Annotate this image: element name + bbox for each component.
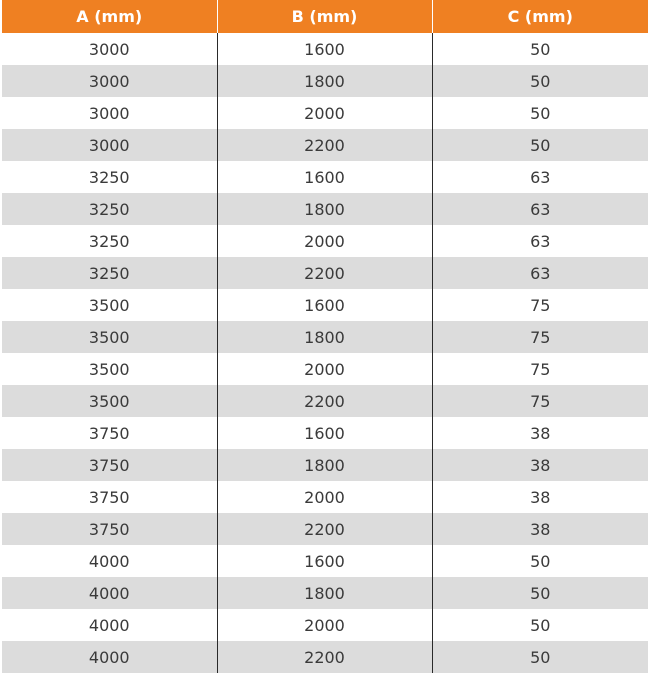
table-cell-b: 2000 <box>217 97 432 129</box>
table-cell-a: 3250 <box>2 161 217 193</box>
table-row <box>2 417 648 449</box>
table-cell-c: 63 <box>432 161 648 193</box>
table-cell-a: 4000 <box>2 641 217 673</box>
table-cell-b: 1600 <box>217 417 432 449</box>
table-cell-a: 4000 <box>2 545 217 577</box>
table-cell-a: 4000 <box>2 609 217 641</box>
table-cell-c: 50 <box>432 129 648 161</box>
table-row <box>2 225 648 257</box>
table-row <box>2 449 648 481</box>
table-cell-a: 3500 <box>2 385 217 417</box>
table-cell-c: 63 <box>432 193 648 225</box>
table-cell-b: 2000 <box>217 481 432 513</box>
table-row <box>2 33 648 65</box>
table-cell-a: 4000 <box>2 577 217 609</box>
table-cell-a: 3250 <box>2 193 217 225</box>
table-row <box>2 385 648 417</box>
table-cell-b: 2200 <box>217 641 432 673</box>
table-cell-c: 38 <box>432 513 648 545</box>
table-row <box>2 129 648 161</box>
table-cell-c: 50 <box>432 545 648 577</box>
table-cell-c: 63 <box>432 257 648 289</box>
table-cell-b: 2200 <box>217 129 432 161</box>
table-cell-c: 50 <box>432 641 648 673</box>
table-cell-b: 2200 <box>217 257 432 289</box>
table-cell-c: 50 <box>432 609 648 641</box>
header-cell-b: B (mm) <box>217 0 432 33</box>
table-cell-a: 3750 <box>2 481 217 513</box>
table-cell-c: 75 <box>432 289 648 321</box>
table-cell-b: 1600 <box>217 545 432 577</box>
table-cell-c: 50 <box>432 65 648 97</box>
dimensions-table-container <box>2 0 648 673</box>
table-cell-a: 3000 <box>2 129 217 161</box>
table-cell-b: 1800 <box>217 577 432 609</box>
table-body <box>2 33 648 673</box>
table-cell-c: 75 <box>432 353 648 385</box>
table-cell-b: 1800 <box>217 193 432 225</box>
table-cell-a: 3250 <box>2 257 217 289</box>
table-cell-b: 2000 <box>217 609 432 641</box>
header-cell-a: A (mm) <box>2 0 217 33</box>
table-header <box>2 0 648 33</box>
table-row <box>2 65 648 97</box>
table-cell-a: 3750 <box>2 449 217 481</box>
table-cell-c: 63 <box>432 225 648 257</box>
table-cell-b: 1800 <box>217 65 432 97</box>
table-row <box>2 257 648 289</box>
table-cell-c: 38 <box>432 449 648 481</box>
table-cell-b: 2000 <box>217 353 432 385</box>
table-cell-a: 3000 <box>2 65 217 97</box>
dimensions-table <box>2 0 648 673</box>
table-cell-b: 2000 <box>217 225 432 257</box>
table-cell-c: 75 <box>432 385 648 417</box>
table-cell-a: 3250 <box>2 225 217 257</box>
table-cell-b: 1800 <box>217 449 432 481</box>
header-cell-c: C (mm) <box>432 0 648 33</box>
table-row <box>2 545 648 577</box>
table-cell-b: 1600 <box>217 289 432 321</box>
table-cell-c: 50 <box>432 97 648 129</box>
table-cell-a: 3500 <box>2 289 217 321</box>
table-row <box>2 321 648 353</box>
table-cell-a: 3000 <box>2 33 217 65</box>
table-cell-b: 1800 <box>217 321 432 353</box>
table-cell-a: 3750 <box>2 513 217 545</box>
table-cell-c: 38 <box>432 481 648 513</box>
table-row <box>2 641 648 673</box>
header-row <box>2 0 648 33</box>
table-cell-c: 50 <box>432 577 648 609</box>
table-cell-c: 38 <box>432 417 648 449</box>
table-cell-a: 3000 <box>2 97 217 129</box>
table-row <box>2 513 648 545</box>
table-cell-a: 3500 <box>2 353 217 385</box>
table-row <box>2 481 648 513</box>
table-cell-b: 2200 <box>217 513 432 545</box>
table-row <box>2 577 648 609</box>
table-cell-c: 75 <box>432 321 648 353</box>
table-row <box>2 353 648 385</box>
table-row <box>2 161 648 193</box>
table-row <box>2 609 648 641</box>
table-row <box>2 289 648 321</box>
table-cell-a: 3750 <box>2 417 217 449</box>
table-cell-a: 3500 <box>2 321 217 353</box>
table-row <box>2 97 648 129</box>
table-cell-c: 50 <box>432 33 648 65</box>
table-cell-b: 2200 <box>217 385 432 417</box>
table-cell-b: 1600 <box>217 33 432 65</box>
table-cell-b: 1600 <box>217 161 432 193</box>
table-row <box>2 193 648 225</box>
